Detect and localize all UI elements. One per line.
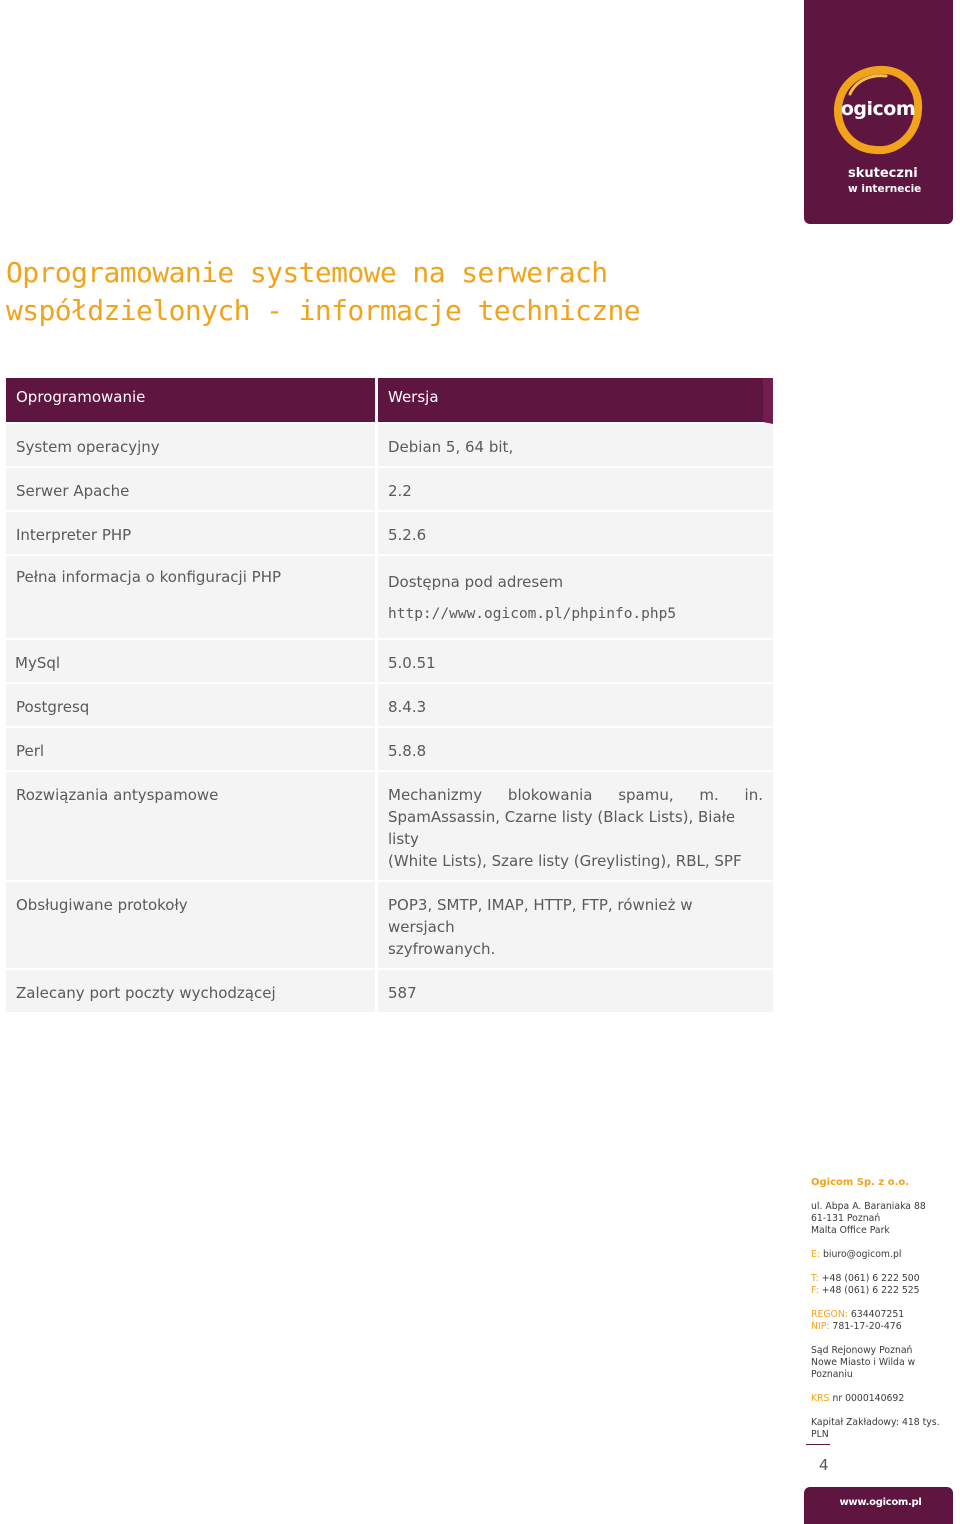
company-name: Ogicom Sp. z o.o. [811,1177,910,1188]
company-address [811,1201,956,1237]
row-name: MySql [6,640,378,684]
brand-logo [804,0,953,224]
krs-label: KRS [811,1393,830,1404]
company-krs [811,1393,956,1405]
column-header-software: Oprogramowanie [6,378,378,424]
page-title-line-2: współdzielonych - informacje techniczne [6,294,641,327]
address-line: ul. Abpa A. Baraniaka 88 [811,1201,926,1212]
table-row [6,640,773,684]
row-name: Postgresq [6,684,378,728]
address-line: Malta Office Park [811,1225,890,1236]
table-row [6,556,773,640]
table-row [6,684,773,728]
logo-tagline-1: skuteczni [848,166,918,181]
row-value [378,970,773,1014]
row-value [378,640,773,684]
nip-number: 781-17-20-476 [832,1321,902,1332]
row-name: Pełna informacja o konfiguracji PHP [6,556,378,640]
row-name: System operacyjny [6,424,378,468]
row-value-line: (White Lists), Szare listy (Greylisting), RBL, SPF [388,852,742,870]
email-label: E: [811,1249,821,1260]
row-value-line: Mechanizmy blokowania spamu, m. in. [388,786,763,804]
table-row [6,728,773,772]
row-value-line: Debian 5, 64 bit, [388,438,514,456]
krs-number: nr 0000140692 [832,1393,905,1404]
column-header-version: Wersja [378,378,773,424]
page-number: 4 [819,1456,829,1474]
table-row [6,468,773,512]
nip-label: NIP: [811,1321,830,1332]
table-row [6,424,773,468]
row-value-line: 8.4.3 [388,698,427,716]
row-name: Obsługiwane protokoły [6,882,378,970]
table-row [6,512,773,556]
row-value [378,728,773,772]
row-name: Perl [6,728,378,772]
table-row [6,772,773,882]
row-value [378,684,773,728]
row-value-line: 5.8.8 [388,742,427,760]
row-value [378,556,773,640]
row-value [378,512,773,556]
company-capital: Kapitał Zakładowy: 418 tys. PLN [811,1417,940,1440]
row-value-line: POP3, SMTP, IMAP, HTTP, FTP, również w wersjach [388,896,693,936]
page-title-line-1: Oprogramowanie systemowe na serwerach [6,256,608,289]
row-name: Interpreter PHP [6,512,378,556]
page-number-rule [806,1444,830,1445]
logo-wordmark: ogicom [840,98,916,120]
regon-label: REGON: [811,1309,848,1320]
row-value-line: Dostępna pod adresem [388,573,564,591]
row-value-line: 587 [388,984,417,1002]
regon-number: 634407251 [850,1309,905,1320]
table-row [6,882,773,970]
email-link[interactable]: biuro@ogicom.pl [822,1249,902,1260]
row-value [378,772,773,882]
software-versions-table [6,378,773,1014]
fax-number: +48 (061) 6 222 525 [821,1285,920,1296]
court-line: Sąd Rejonowy Poznań [811,1345,913,1356]
row-value [378,882,773,970]
phone-number: +48 (061) 6 222 500 [821,1273,920,1284]
row-value-line: 5.2.6 [388,526,427,544]
row-value-line: szyfrowanych. [388,940,496,958]
phpinfo-link[interactable]: http://www.ogicom.pl/phpinfo.php5 [388,606,677,622]
row-value-line: 2.2 [388,482,412,500]
table-row [6,970,773,1014]
row-value-line: 5.0.51 [388,654,436,672]
row-name: Zalecany port poczty wychodzącej [6,970,378,1014]
logo-tagline-2: w internecie [848,183,922,195]
row-value-line: SpamAssassin, Czarne listy (Black Lists), Białe listy [388,808,736,848]
row-name: Rozwiązania antyspamowe [6,772,378,882]
fax-label: F: [811,1285,819,1296]
address-line: 61-131 Poznań [811,1213,881,1224]
company-registry [811,1309,956,1333]
phone-label: T: [811,1273,819,1284]
company-info [811,1177,956,1441]
page-title [6,254,706,330]
row-value [378,424,773,468]
table-header-row [6,378,773,424]
company-phones [811,1273,956,1297]
court-line: Nowe Miasto i Wilda w Poznaniu [811,1357,916,1380]
row-value [378,468,773,512]
row-name: Serwer Apache [6,468,378,512]
company-court [811,1345,956,1381]
company-email [811,1249,956,1261]
website-link[interactable]: www.ogicom.pl [804,1487,953,1524]
